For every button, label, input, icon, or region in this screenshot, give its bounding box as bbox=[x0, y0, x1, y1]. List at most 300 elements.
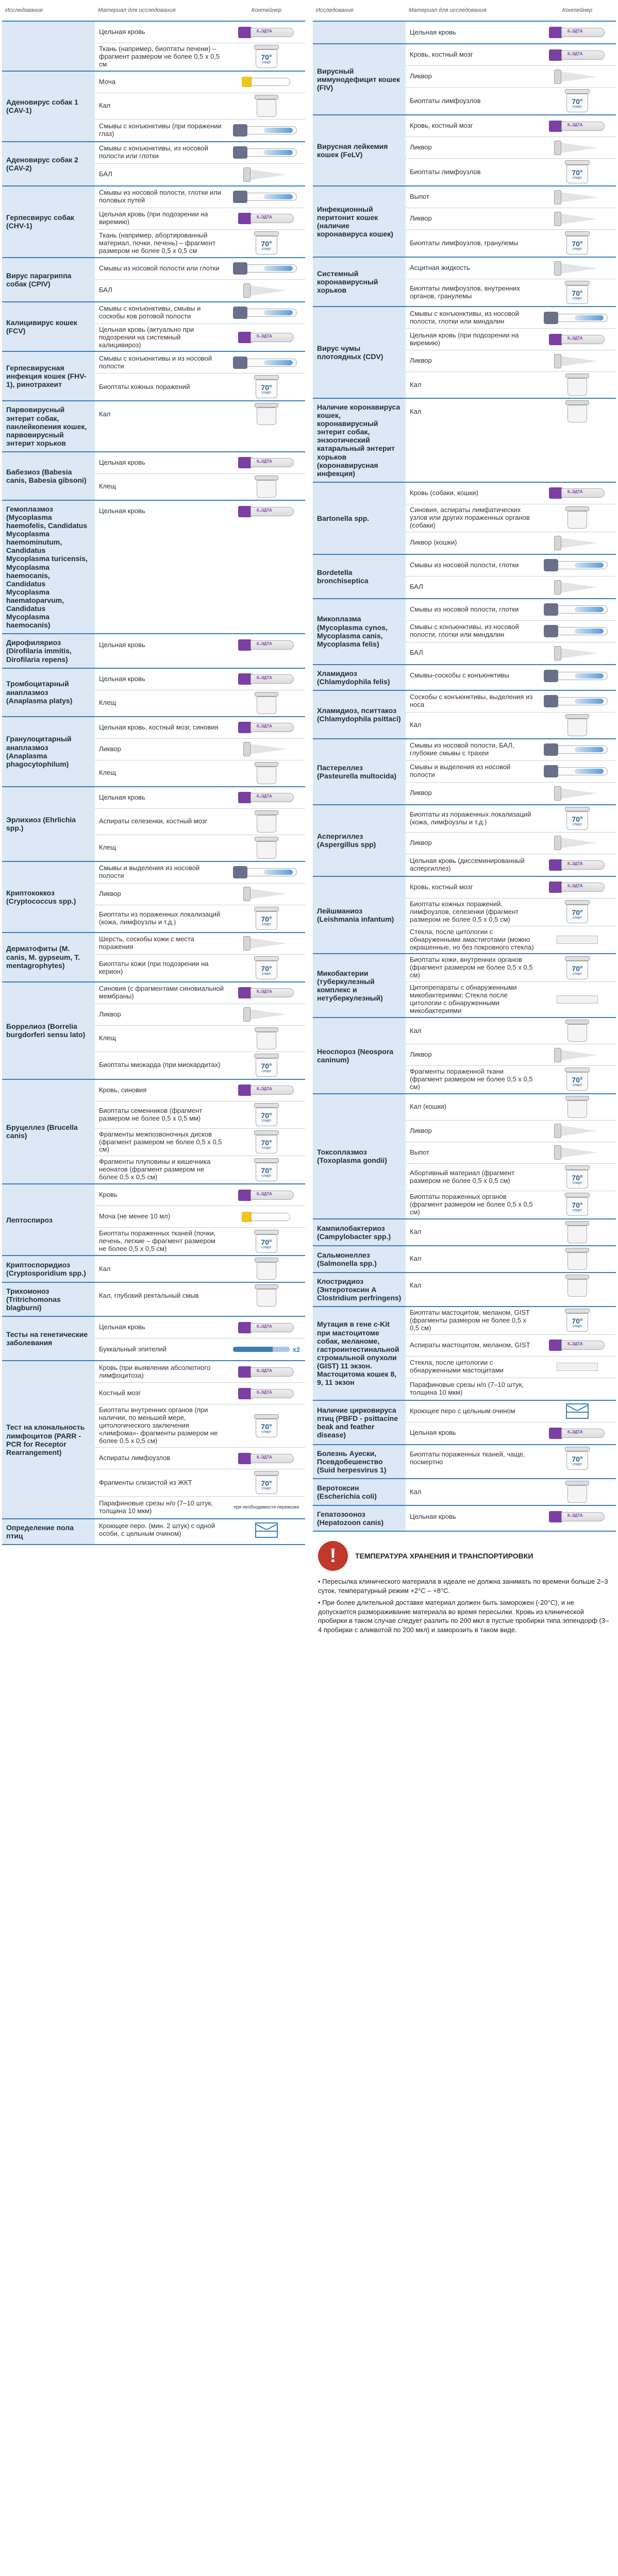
study-group bbox=[2, 72, 305, 142]
material-text: Ликвор bbox=[410, 1050, 432, 1059]
material-row bbox=[406, 1246, 616, 1272]
alcohol-jar-sublabel: спирт bbox=[261, 972, 272, 976]
container-cell bbox=[539, 577, 616, 598]
material-row bbox=[406, 739, 616, 761]
material-row bbox=[406, 982, 616, 1017]
material-row bbox=[95, 258, 305, 280]
material-row bbox=[95, 1448, 305, 1469]
material-text: Буккальный эпителий bbox=[99, 1345, 167, 1353]
study-name: Аденовирус собак 1 (CAV-1) bbox=[2, 72, 95, 141]
container-cell bbox=[539, 115, 616, 137]
material-text: Ликвор (кошки) bbox=[410, 538, 457, 547]
study-name: Хламидиоз (Chlamydophila felis) bbox=[313, 665, 406, 690]
study-group bbox=[2, 634, 305, 668]
glass-slide-icon bbox=[557, 995, 598, 1004]
container-cell bbox=[228, 1383, 305, 1404]
conical-tube-icon bbox=[554, 68, 600, 86]
material-text: Аспираты лимфоузлов bbox=[99, 1454, 171, 1462]
container-cell bbox=[539, 713, 616, 738]
material-text: Кровь (при выявлении абсолютного лимфоцитоза) bbox=[99, 1363, 211, 1379]
material-row bbox=[406, 713, 616, 738]
material-text: Ликвор bbox=[99, 1010, 121, 1018]
material-row bbox=[406, 1094, 616, 1121]
container-cell bbox=[228, 862, 305, 883]
material-row bbox=[406, 22, 616, 43]
edta-tube-icon bbox=[238, 1452, 295, 1465]
material-text: Смывы из носовой полости, глотки bbox=[410, 561, 519, 569]
container-cell bbox=[228, 72, 305, 93]
material-row bbox=[406, 1479, 616, 1505]
quantity-note: х2 bbox=[292, 1345, 300, 1353]
study-name: Эрлихиоз (Ehrlichia spp.) bbox=[2, 787, 95, 861]
material-row bbox=[406, 329, 616, 350]
study-name: Наличие коронавируса кошек, коронавирусный энтерит собак, энзоотический катаральный энтерит хорьков (коронавирусная инфекция) bbox=[313, 399, 406, 482]
container-cell bbox=[228, 93, 305, 119]
material-text: Клещ bbox=[99, 482, 116, 490]
sample-jar-icon bbox=[565, 1020, 589, 1042]
edta-tube-label: К₂ЭДТА bbox=[257, 334, 272, 339]
material-text: Цельная кровь (при подозрении на виремию) bbox=[410, 331, 519, 347]
material-text: Кал bbox=[410, 1281, 422, 1290]
container-cell bbox=[228, 739, 305, 760]
material-row bbox=[406, 1273, 616, 1299]
container-cell bbox=[228, 690, 305, 716]
study-group bbox=[313, 1246, 616, 1273]
edta-tube-label: К₂ЭДТА bbox=[567, 861, 583, 866]
material-text: Ликвор bbox=[99, 889, 121, 897]
material-text: Фрагменты слизистой из ЖКТ bbox=[99, 1478, 192, 1486]
material-text: Парафиновые срезы н/о (7–10 штук, толщина 10 мкм) bbox=[410, 1380, 524, 1396]
material-text: Клещ bbox=[99, 769, 116, 777]
alcohol-jar-sublabel: спирт bbox=[572, 916, 582, 920]
study-group bbox=[313, 805, 616, 877]
container-cell bbox=[539, 555, 616, 576]
container-cell bbox=[228, 809, 305, 835]
edta-tube-label: К₂ЭДТА bbox=[257, 1389, 272, 1395]
edta-tube-icon bbox=[238, 1189, 295, 1201]
alcohol-jar-label: 70° bbox=[261, 1061, 272, 1070]
study-name: Токсоплазмоз (Toxoplasma gondii) bbox=[313, 1094, 406, 1218]
container-cell bbox=[539, 954, 616, 981]
material-row bbox=[95, 1184, 305, 1206]
material-row bbox=[95, 1361, 305, 1383]
alcohol-jar-label: 70° bbox=[572, 289, 583, 297]
container-cell bbox=[539, 372, 616, 398]
container-cell bbox=[539, 1422, 616, 1444]
swab-tube-icon bbox=[544, 624, 611, 638]
study-group bbox=[313, 399, 616, 483]
container-cell bbox=[539, 877, 616, 898]
conical-tube-icon bbox=[554, 139, 600, 157]
material-text: Кровь, синовия bbox=[99, 1086, 147, 1094]
study-group bbox=[2, 1519, 305, 1545]
edta-tube-icon bbox=[549, 881, 606, 893]
alcohol-jar-sublabel: спирт bbox=[261, 247, 272, 251]
sample-jar-icon bbox=[255, 692, 278, 715]
material-text: Смывы из носовой полости, БАЛ, глубокие смывы с трахеи bbox=[410, 741, 514, 757]
conical-tube-icon bbox=[554, 352, 600, 370]
material-text: Биоптаты кожи (при подозрении на керион) bbox=[99, 959, 209, 975]
container-cell bbox=[539, 1142, 616, 1163]
material-text: Фрагменты межпозвоночных дисков (фрагмент размером не более 0,5 х 0,5 см) bbox=[99, 1130, 222, 1154]
material-text: Клещ bbox=[99, 1034, 116, 1042]
edta-tube-icon bbox=[549, 26, 606, 39]
study-name: Гемоплазмоз (Mycoplasma haemofelis, Candidatus Mycoplasma haemominutum, Candidatus Mycoplasma turicensis, Mycoplasma haemocanis, Candidatus Mycoplasma haematoparvum, Candidatus Mycoplasma haemocanis) bbox=[2, 501, 95, 633]
material-row bbox=[406, 805, 616, 833]
container-cell bbox=[228, 787, 305, 808]
material-text: Цельная кровь bbox=[99, 674, 145, 683]
material-text: Цельная кровь bbox=[410, 1429, 456, 1437]
container-cell bbox=[228, 835, 305, 861]
sample-jar-icon bbox=[255, 837, 278, 859]
material-text: Цельная кровь (при подозрении на виремию) bbox=[99, 210, 208, 226]
material-row bbox=[406, 665, 616, 687]
material-row bbox=[406, 1142, 616, 1164]
material-row bbox=[406, 783, 616, 804]
swab-tube-icon bbox=[544, 311, 611, 325]
container-cell bbox=[228, 120, 305, 141]
study-group bbox=[2, 1283, 305, 1317]
material-text: Ликвор bbox=[99, 744, 121, 753]
conical-tube-icon bbox=[554, 1144, 600, 1161]
material-text: Ликвор bbox=[410, 789, 432, 797]
alcohol-jar-icon bbox=[565, 231, 590, 255]
material-row bbox=[406, 642, 616, 664]
study-name: Калицивирус кошек (FCV) bbox=[2, 302, 95, 351]
container-cell bbox=[228, 374, 305, 400]
container-cell bbox=[228, 760, 305, 786]
alcohol-jar-label: 70° bbox=[261, 964, 272, 973]
material-row bbox=[95, 302, 305, 324]
material-row bbox=[95, 1469, 305, 1497]
material-text: Цельная кровь bbox=[99, 1323, 145, 1331]
alcohol-jar-label: 70° bbox=[572, 240, 583, 248]
edta-tube-icon bbox=[238, 331, 295, 344]
alcohol-jar-sublabel: спирт bbox=[261, 61, 272, 65]
material-row bbox=[406, 1335, 616, 1357]
container-cell bbox=[228, 1228, 305, 1255]
material-row bbox=[406, 350, 616, 372]
material-row bbox=[95, 374, 305, 400]
container-cell bbox=[228, 1256, 305, 1282]
edta-tube-label: К₂ЭДТА bbox=[567, 489, 583, 495]
container-cell bbox=[539, 1219, 616, 1245]
study-group bbox=[2, 717, 305, 787]
alcohol-jar-label: 70° bbox=[572, 1454, 583, 1463]
alcohol-jar-icon bbox=[254, 956, 279, 980]
material-row bbox=[406, 1121, 616, 1142]
table-header bbox=[2, 0, 305, 22]
material-row bbox=[95, 1256, 305, 1282]
alcohol-jar-icon bbox=[565, 900, 590, 924]
alcohol-jar-icon bbox=[565, 281, 590, 304]
material-row bbox=[406, 187, 616, 208]
material-row bbox=[95, 208, 305, 230]
study-name: Клостридиоз (Энтеротоксин A Clostridium perfringens) bbox=[313, 1273, 406, 1306]
material-row bbox=[95, 982, 305, 1004]
sample-jar-icon bbox=[565, 1275, 589, 1297]
material-text: Биоптаты лимфоузлов bbox=[410, 167, 481, 176]
container-cell bbox=[539, 833, 616, 854]
edta-tube-label: К₂ЭДТА bbox=[257, 1087, 272, 1092]
material-text: Костный мозг bbox=[99, 1389, 141, 1397]
study-name: Кампилобактериоз (Campylobacter spp.) bbox=[313, 1219, 406, 1245]
sample-jar-icon bbox=[255, 403, 278, 426]
material-text: Биоптаты пораженных тканей (почки, печень, легкие – фрагмент размером не более 0,5 х 0,5 см) bbox=[99, 1229, 216, 1253]
material-text: Кал bbox=[410, 721, 422, 729]
container-cell bbox=[228, 982, 305, 1004]
sample-jar-icon bbox=[565, 506, 589, 529]
study-group bbox=[2, 1184, 305, 1256]
material-text: Смывы из носовой полости или глотки bbox=[99, 264, 220, 272]
study-name: Сальмонеллез (Salmonella spp.) bbox=[313, 1246, 406, 1272]
storage-title: ТЕМПЕРАТУРА ХРАНЕНИЯ И ТРАНСПОРТИРОВКИ bbox=[355, 1551, 533, 1560]
study-name: Парвовирусный энтерит собак, панлейкопения кошек, парвовирусный энтерит хорьков bbox=[2, 401, 95, 451]
study-group bbox=[313, 599, 616, 665]
material-row bbox=[95, 1404, 305, 1448]
container-cell bbox=[228, 302, 305, 324]
container-cell bbox=[539, 599, 616, 620]
storage-text-2: • При более длительной доставке материал должен быть заморожен (-20°C), и не допускается размораживание материала во время пересылки. Кровь из клинической пробирки в таком случае следует разлить по 200 мкл в пустые пробирки типа эппендорф (3–4 пробирки с аликвотой по 200 мкл) и заморозить в таком виде. bbox=[318, 1599, 609, 1634]
alcohol-jar-label: 70° bbox=[572, 1173, 583, 1182]
container-cell bbox=[539, 1401, 616, 1422]
study-name: Дирофиляриоз (Dirofilaria immitis, Dirofilaria repens) bbox=[2, 634, 95, 667]
study-name: Гепатозооноз (Hepatozoon canis) bbox=[313, 1506, 406, 1531]
alcohol-jar-icon bbox=[565, 1193, 590, 1216]
container-cell bbox=[228, 401, 305, 427]
header-container: Контейнер bbox=[251, 7, 282, 13]
container-cell bbox=[539, 1479, 616, 1505]
material-row bbox=[95, 905, 305, 932]
conical-tube-icon bbox=[243, 166, 290, 183]
material-text: БАЛ bbox=[410, 649, 423, 657]
alcohol-jar-label: 70° bbox=[261, 53, 272, 62]
material-text: Асцитная жидкость bbox=[410, 264, 470, 272]
study-name: Вирус парагриппа собак (CPIV) bbox=[2, 258, 95, 301]
material-text: Кроющее перо. (мин. 2 штук) с одной особи, с цельным очином) bbox=[99, 1522, 215, 1537]
edta-tube-icon bbox=[238, 1084, 295, 1096]
sample-jar-icon bbox=[255, 810, 278, 833]
header-study: Исследование bbox=[5, 7, 43, 13]
material-row bbox=[95, 933, 305, 955]
conical-tube-icon bbox=[554, 189, 600, 206]
study-name: Bartonella spp. bbox=[313, 483, 406, 554]
edta-tube-label: К₂ЭДТА bbox=[567, 1513, 583, 1518]
material-row bbox=[406, 159, 616, 185]
sample-jar-icon bbox=[255, 762, 278, 785]
alcohol-jar-icon bbox=[254, 1054, 279, 1077]
alcohol-jar-label: 70° bbox=[261, 240, 272, 248]
material-row bbox=[406, 230, 616, 257]
material-row bbox=[95, 474, 305, 500]
header-material: Материал для исследования bbox=[409, 7, 487, 13]
material-text: Стекла, после цитологии с обнаруженными мастоцитами bbox=[410, 1359, 504, 1375]
study-name: Хламидиоз, пситтакоз (Chlamydophila psittaci) bbox=[313, 691, 406, 738]
material-row bbox=[95, 142, 305, 164]
study-name: Лептоспироз bbox=[2, 1184, 95, 1255]
table-header bbox=[313, 0, 616, 22]
material-row bbox=[95, 93, 305, 120]
material-text: Кровь, костный мозг bbox=[410, 50, 473, 59]
sample-jar-icon bbox=[255, 95, 278, 117]
material-row bbox=[95, 955, 305, 981]
material-text: БАЛ bbox=[99, 286, 112, 294]
alcohol-jar-label: 70° bbox=[572, 908, 583, 917]
material-row bbox=[406, 399, 616, 425]
container-cell bbox=[228, 164, 305, 185]
container-cell bbox=[539, 66, 616, 87]
study-name: Системный коронавирусный хорьков bbox=[313, 258, 406, 306]
container-cell bbox=[228, 258, 305, 279]
material-row bbox=[406, 621, 616, 642]
urine-tube-icon bbox=[242, 76, 291, 88]
material-row bbox=[406, 833, 616, 854]
material-row bbox=[95, 809, 305, 835]
alcohol-jar-icon bbox=[565, 1165, 590, 1189]
container-cell bbox=[539, 350, 616, 371]
conical-tube-icon bbox=[554, 534, 600, 552]
conical-tube-icon bbox=[243, 885, 290, 903]
alcohol-jar-sublabel: спирт bbox=[572, 1181, 582, 1185]
edta-tube-label: К₂ЭДТА bbox=[257, 675, 272, 681]
study-group bbox=[2, 1256, 305, 1283]
edta-tube-icon bbox=[238, 791, 295, 804]
material-row bbox=[95, 324, 305, 351]
alcohol-jar-label: 70° bbox=[572, 1317, 583, 1326]
material-row bbox=[95, 634, 305, 656]
alcohol-jar-label: 70° bbox=[261, 914, 272, 923]
alcohol-jar-sublabel: спирт bbox=[572, 105, 582, 109]
study-group bbox=[313, 1018, 616, 1094]
study-group bbox=[2, 1080, 305, 1185]
material-row bbox=[95, 230, 305, 257]
container-cell bbox=[539, 159, 616, 185]
material-text: Шерсть, соскобы кожи с места поражения bbox=[99, 935, 194, 951]
material-text: Биоптаты мастоцитом, меланом, GIST (фрагменты размером не более 0,5 х 0,5 см) bbox=[410, 1308, 530, 1332]
swab-tube-icon bbox=[233, 123, 300, 138]
study-name: Тест на клональность лимфоцитов (PARR - PCR for Receptor Rearrangement) bbox=[2, 1361, 95, 1518]
material-text: Абортивный материал (фрагмент размером не более 0,5 х 0,5 см) bbox=[410, 1168, 515, 1184]
material-text: Кровь bbox=[99, 1191, 118, 1199]
material-row bbox=[406, 1506, 616, 1528]
sample-jar-icon bbox=[255, 1284, 278, 1307]
material-row bbox=[406, 1066, 616, 1093]
study-group bbox=[2, 22, 305, 72]
material-text: Биоптаты миокарда (при миокардитах) bbox=[99, 1061, 221, 1069]
material-row bbox=[406, 691, 616, 713]
alcohol-jar-label: 70° bbox=[572, 964, 583, 973]
container-cell bbox=[539, 1164, 616, 1191]
header-material: Материал для исследования bbox=[98, 7, 176, 13]
edta-tube-icon bbox=[549, 333, 606, 346]
material-row bbox=[95, 164, 305, 185]
alcohol-jar-icon bbox=[254, 1471, 279, 1495]
container-cell bbox=[228, 634, 305, 656]
material-row bbox=[95, 1317, 305, 1338]
edta-tube-label: К₂ЭДТА bbox=[257, 1191, 272, 1196]
conical-tube-icon bbox=[554, 645, 600, 662]
material-text: Ликвор bbox=[410, 1126, 432, 1134]
container-cell bbox=[539, 691, 616, 712]
material-row bbox=[406, 1191, 616, 1218]
material-row bbox=[95, 1080, 305, 1101]
study-name: Веротоксин (Escherichia coli) bbox=[313, 1479, 406, 1505]
study-name: Тромбоцитарный анаплазмоз (Anaplasma platys) bbox=[2, 669, 95, 716]
container-cell bbox=[228, 669, 305, 690]
swab-tube-icon bbox=[544, 602, 611, 617]
study-name: Боррелиоз (Borrelia burgdorferi sensu lato) bbox=[2, 982, 95, 1079]
container-cell bbox=[539, 532, 616, 554]
alcohol-jar-sublabel: спирт bbox=[572, 822, 582, 826]
study-name: Микобактерии (туберкулезный комплекс и нетуберкулезный) bbox=[313, 954, 406, 1017]
material-row bbox=[406, 761, 616, 783]
study-name: Герпесвирус собак (CHV-1) bbox=[2, 187, 95, 257]
container-cell bbox=[539, 1357, 616, 1378]
material-row bbox=[406, 44, 616, 66]
container-cell bbox=[539, 1066, 616, 1093]
edta-tube-icon bbox=[238, 673, 295, 685]
study-name: Инфекционный перитонит кошек (наличие коронавируса кошек) bbox=[313, 187, 406, 257]
container-cell bbox=[539, 621, 616, 642]
material-row bbox=[95, 717, 305, 739]
study-group bbox=[313, 877, 616, 955]
material-row bbox=[95, 1338, 305, 1360]
study-group bbox=[2, 862, 305, 933]
material-text: Кал bbox=[410, 1487, 422, 1496]
edta-tube-label: К₂ЭДТА bbox=[257, 459, 272, 464]
study-group bbox=[2, 142, 305, 187]
conical-tube-icon bbox=[554, 1046, 600, 1064]
swab-tube-icon bbox=[544, 742, 611, 757]
material-row bbox=[406, 1044, 616, 1066]
material-row bbox=[95, 43, 305, 71]
container-cell bbox=[539, 761, 616, 782]
envelope-icon bbox=[255, 1522, 278, 1538]
material-text: Ликвор bbox=[410, 838, 432, 846]
container-cell bbox=[228, 187, 305, 208]
storage-text-1: • Пересылка клинического материала в идеале не должна занимать по времени больше 2–3 суток, температурный режим +2°C – +8°C. bbox=[318, 1578, 608, 1595]
material-row bbox=[406, 372, 616, 398]
container-cell bbox=[539, 739, 616, 760]
container-cell bbox=[539, 1018, 616, 1044]
glass-slide-icon bbox=[557, 1363, 598, 1371]
header-study: Исследование bbox=[316, 7, 354, 13]
edta-tube-icon bbox=[549, 1511, 606, 1523]
material-text: Биоптаты лимфоузлов bbox=[410, 96, 481, 105]
material-row bbox=[95, 1026, 305, 1052]
edta-tube-icon bbox=[238, 987, 295, 999]
container-cell bbox=[228, 142, 305, 163]
material-text: Цельная кровь bbox=[410, 1512, 456, 1520]
container-cell bbox=[539, 854, 616, 876]
material-row bbox=[95, 72, 305, 93]
container-cell bbox=[539, 1191, 616, 1218]
edta-tube-icon bbox=[238, 1387, 295, 1400]
material-text: Смывы с конъюнктивы, из носовой полости, глотки или миндалин bbox=[410, 623, 519, 639]
alcohol-jar-icon bbox=[565, 160, 590, 184]
swab-tube-icon bbox=[233, 145, 300, 160]
material-text: Смывы из носовой полости, глотки bbox=[410, 605, 519, 613]
edta-tube-label: К₂ЭДТА bbox=[567, 51, 583, 56]
edta-tube-label: К₂ЭДТА bbox=[257, 507, 272, 513]
material-row bbox=[406, 599, 616, 621]
edta-tube-icon bbox=[238, 721, 295, 734]
material-text: Биоптаты кожи, внутренних органов (фрагмент размером не более 0,5 х 0,5 см) bbox=[410, 956, 533, 979]
study-name: Дерматофиты (M. canis, M. gypseum, T. mentagrophytes) bbox=[2, 933, 95, 981]
alcohol-jar-sublabel: спирт bbox=[572, 1325, 582, 1329]
container-cell bbox=[539, 783, 616, 804]
container-cell bbox=[228, 1361, 305, 1382]
